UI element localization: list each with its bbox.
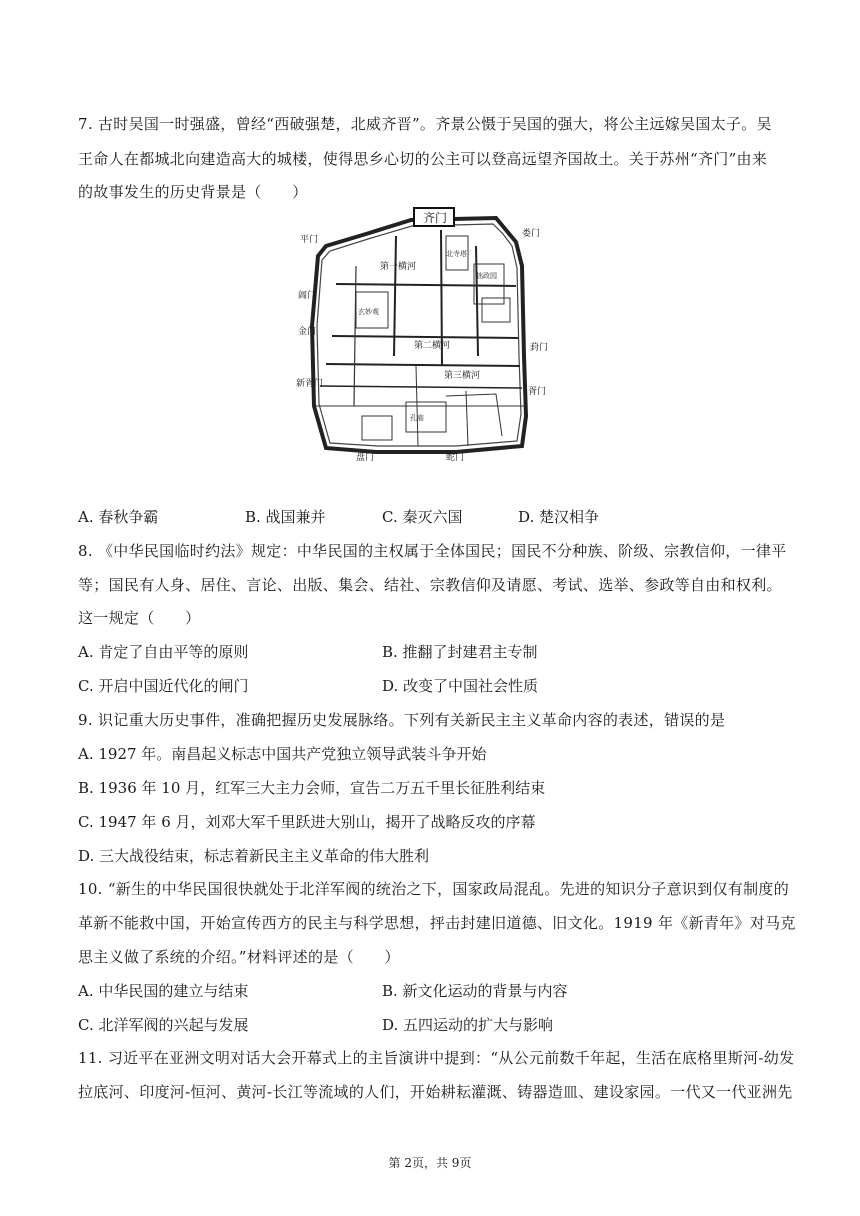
q9-option-d: D. 三大战役结束，标志着新民主主义革命的伟大胜利 (78, 847, 430, 865)
map-site-zhuozheng: 拙政园 (476, 272, 497, 280)
page-footer: 第 2页，共 9页 (388, 1156, 472, 1170)
q9-option-b: B. 1936 年 10 月，红军三大主力会师，宣告二万五千里长征胜利结束 (78, 779, 546, 797)
map-river-2h: 第二横河 (414, 341, 451, 351)
q9-option-a: A. 1927 年。南昌起义标志中国共产党独立领导武装斗争开始 (78, 745, 487, 763)
q10-stem-line-2: 革新不能救中国，开始宣传西方的民主与科学思想，抨击封建旧道德、旧文化。1919 年《新青年》对马克 (78, 914, 796, 932)
map-river-3h: 第三横河 (444, 371, 481, 381)
city-map-figure (296, 206, 556, 462)
q8-stem-line-3: 这一规定（ ） (78, 609, 201, 627)
map-gate-ping: 平门 (300, 235, 319, 245)
map-site-kongmiao: 孔庙 (410, 414, 424, 422)
q8-stem-line-1: 8. 《中华民国临时约法》规定：中华民国的主权属于全体国民；国民不分种族、阶级、宗教信仰，一律平 (78, 542, 787, 560)
map-gate-jin: 金门 (298, 327, 317, 337)
suzhou-city-map (296, 206, 556, 462)
map-river-1h: 第一横河 (380, 262, 417, 272)
q8-option-a: A. 肯定了自由平等的原则 (78, 643, 249, 661)
map-site-beisi: 北寺塔 (446, 250, 467, 258)
q8-option-b: B. 推翻了封建君主专制 (382, 643, 538, 661)
q7-stem-line-2: 王命人在都城北向建造高大的城楼，使得思乡心切的公主可以登高远望齐国故土。关于苏州“齐门”由来 (78, 150, 768, 168)
map-gate-she: 蛇门 (446, 453, 465, 462)
q8-option-d: D. 改变了中国社会性质 (382, 677, 539, 695)
q7-option-b: B. 战国兼并 (245, 508, 326, 526)
q7-stem-line-3: 的故事发生的历史背景是（ ） (78, 183, 308, 201)
q8-stem-line-2: 等；国民有人身、居住、言论、出版、集会、结社、宗教信仰及请愿、考试、选举、参政等自由和权利。 (78, 576, 782, 594)
q10-stem-line-3: 思主义做了系统的介绍。”材料评述的是（ ） (78, 948, 400, 966)
map-gate-xu: 胥门 (528, 387, 547, 397)
q10-option-b: B. 新文化运动的背景与内容 (382, 982, 568, 1000)
q7-option-c: C. 秦灭六国 (382, 508, 463, 526)
q7-option-a: A. 春秋争霸 (78, 508, 159, 526)
q7-stem-line-1: 7. 古时吴国一时强盛，曾经“西破强楚，北威齐晋”。齐景公慑于吴国的强大，将公主远嫁吴国太子。吴 (78, 115, 772, 133)
q11-stem-line-2: 拉底河、印度河-恒河、黄河-长江等流域的人们，开始耕耘灌溉、铸器造皿、建设家园。一代又一代亚洲先 (78, 1083, 793, 1101)
q11-stem-line-1: 11. 习近平在亚洲文明对话大会开幕式上的主旨演讲中提到：“从公元前数千年起，生活在底格里斯河-幼发 (78, 1049, 795, 1067)
q10-option-d: D. 五四运动的扩大与影响 (382, 1016, 554, 1034)
map-gate-chang: 阊门 (298, 291, 317, 301)
map-gate-lou: 娄门 (522, 229, 541, 239)
map-site-xuanmiao: 玄妙观 (358, 308, 379, 316)
q8-option-c: C. 开启中国近代化的闸门 (78, 677, 249, 695)
q10-stem-line-1: 10. “新生的中华民国很快就处于北洋军阀的统治之下，国家政局混乱。先进的知识分子意识到仅有制度的 (78, 880, 789, 898)
map-gate-xinxu: 新胥门 (296, 379, 324, 389)
q10-option-a: A. 中华民国的建立与结束 (78, 982, 249, 1000)
map-gate-qi: 齐门 (423, 211, 448, 225)
map-gate-feng: 葑门 (530, 343, 549, 353)
q9-option-c: C. 1947 年 6 月，刘邓大军千里跃进大别山，揭开了战略反攻的序幕 (78, 813, 536, 831)
map-gate-pan: 盘门 (356, 453, 375, 462)
q7-option-d: D. 楚汉相争 (518, 508, 600, 526)
q9-stem-line-1: 9. 识记重大历史事件，准确把握历史发展脉络。下列有关新民主主义革命内容的表述，错误的是 (78, 711, 726, 729)
q10-option-c: C. 北洋军阀的兴起与发展 (78, 1016, 249, 1034)
